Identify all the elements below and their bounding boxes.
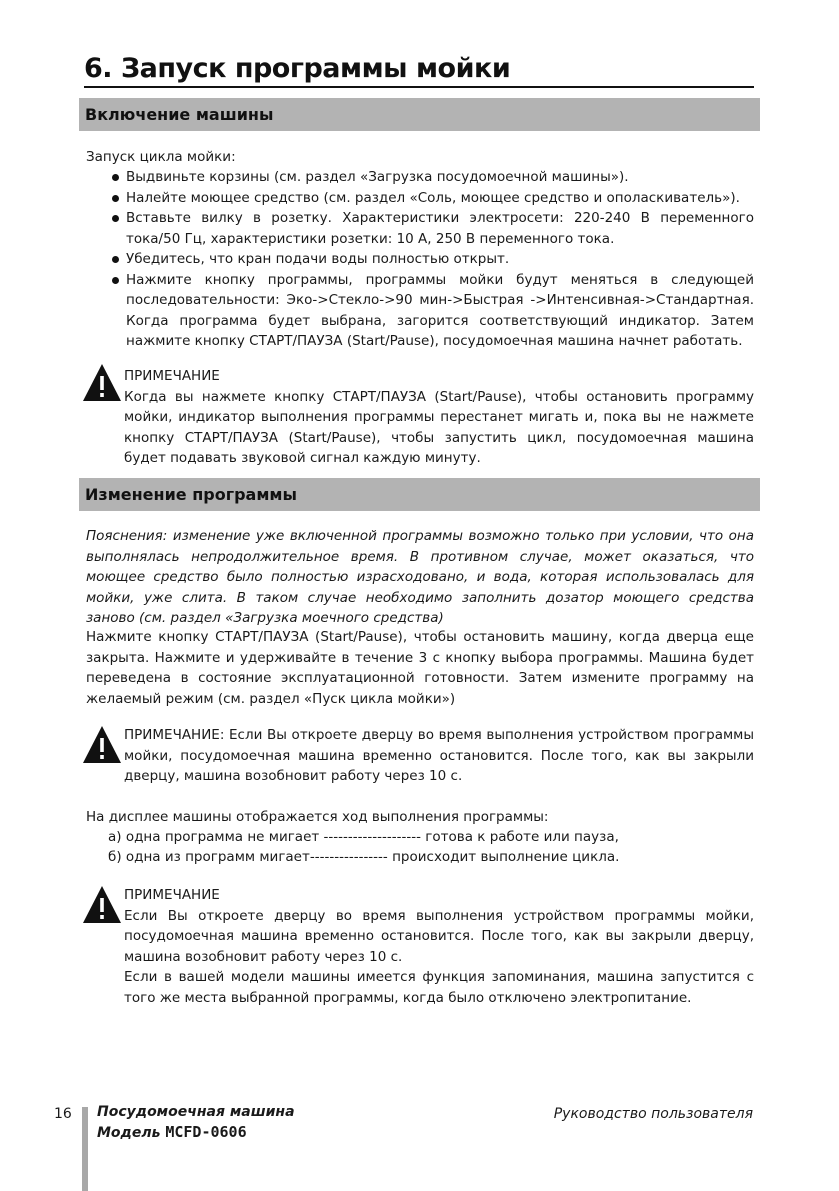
product-name: Посудомоечная машина (97, 1104, 295, 1120)
model-line (97, 1122, 295, 1143)
footer-doc-type: Руководство пользователя (553, 1106, 753, 1122)
section1-intro: Запуск цикла мойки: (86, 149, 236, 165)
note-1 (124, 366, 754, 469)
footer-product-info (97, 1102, 295, 1143)
model-label: Модель (97, 1125, 161, 1141)
page-title: 6. Запуск программы мойки (84, 52, 754, 88)
display-state-a: а) одна программа не мигает -------------------- готова к работе или пауза, (108, 829, 619, 845)
model-value: MCFD-0606 (165, 1123, 247, 1141)
instructions-text: Нажмите кнопку СТАРТ/ПАУЗА (Start/Pause), чтобы остановить машину, когда дверца еще закрыта. Нажмите и удерживайте в течение 3 с кнопку выбора программы. Машина будет переведена в состояние эксплуатационной готовности. Затем измените программу на желаемый режим (см. раздел «Пуск цикла мойки») (86, 629, 754, 707)
footer-divider (82, 1107, 88, 1191)
note-text: Если в вашей модели машины имеется функция запоминания, машина запустится с того же места выбранной программы, когда было отключено электропитание. (124, 969, 754, 1006)
note-label: ПРИМЕЧАНИЕ (124, 368, 220, 384)
list-item: Налейте моющее средство (см. раздел «Соль, моющее средство и ополаскиватель»). (86, 188, 754, 209)
warning-triangle-icon (82, 362, 122, 402)
section-heading-machine-on: Включение машины (79, 98, 760, 131)
page-number: 16 (54, 1106, 72, 1122)
display-intro: На дисплее машины отображается ход выполнения программы: (86, 809, 549, 825)
list-item: Убедитесь, что кран подачи воды полностью открыт. (86, 249, 754, 270)
note-3 (124, 885, 754, 1008)
list-item: Вставьте вилку в розетку. Характеристики электросети: 220-240 В переменного тока/50 Гц, характеристики розетки: 10 А, 250 В переменного тока. (86, 208, 754, 249)
list-item: Нажмите кнопку программы, программы мойки будут меняться в следующей последовательности: Эко->Стекло->90 мин->Быстрая ->Интенсивная->Стандартная. Когда программа будет выбрана, загорится соответствующий индикатор. Затем нажмите кнопку СТАРТ/ПАУЗА (Start/Pause), посудомоечная машина начнет работать. (86, 270, 754, 352)
display-state-b: б) одна из программ мигает---------------- происходит выполнение цикла. (108, 849, 620, 865)
explanation-text: Пояснения: изменение уже включенной программы возможно только при условии, что она выполнялась непродолжительное время. В противном случае, может оказаться, что моющее средство было полностью израсходовано, и вода, которая использовалась для мойки, уже слита. В таком случае необходимо заполнить дозатор моющего средства заново (см. раздел «Загрузка моечного средства) (86, 528, 754, 626)
note-label: ПРИМЕЧАНИЕ (124, 887, 220, 903)
warning-triangle-icon (82, 724, 122, 764)
note-text: Если Вы откроете дверцу во время выполнения устройством программы мойки, посудомоечная машина временно остановится. После того, как вы закрыли дверцу, машина возобновит работу через 10 с. (124, 907, 754, 965)
list-item: Выдвиньте корзины (см. раздел «Загрузка посудомоечной машины»). (86, 167, 754, 188)
warning-triangle-icon (82, 884, 122, 924)
section1-bullet-list (86, 167, 754, 352)
note-2: ПРИМЕЧАНИЕ: Если Вы откроете дверцу во время выполнения устройством программы мойки, посудомоечная машина временно остановится. После того, как вы закрыли дверцу, машина возобновит работу через 10 с. (124, 727, 754, 784)
section-heading-change-program: Изменение программы (79, 478, 760, 511)
note-text: Когда вы нажмете кнопку СТАРТ/ПАУЗА (Start/Pause), чтобы остановить программу мойки, индикатор выполнения программы перестанет мигать и, пока вы не нажмете кнопку СТАРТ/ПАУЗА (Start/Pause), чтобы запустить цикл, посудомоечная машина будет подавать звуковой сигнал каждую минуту. (124, 388, 754, 466)
